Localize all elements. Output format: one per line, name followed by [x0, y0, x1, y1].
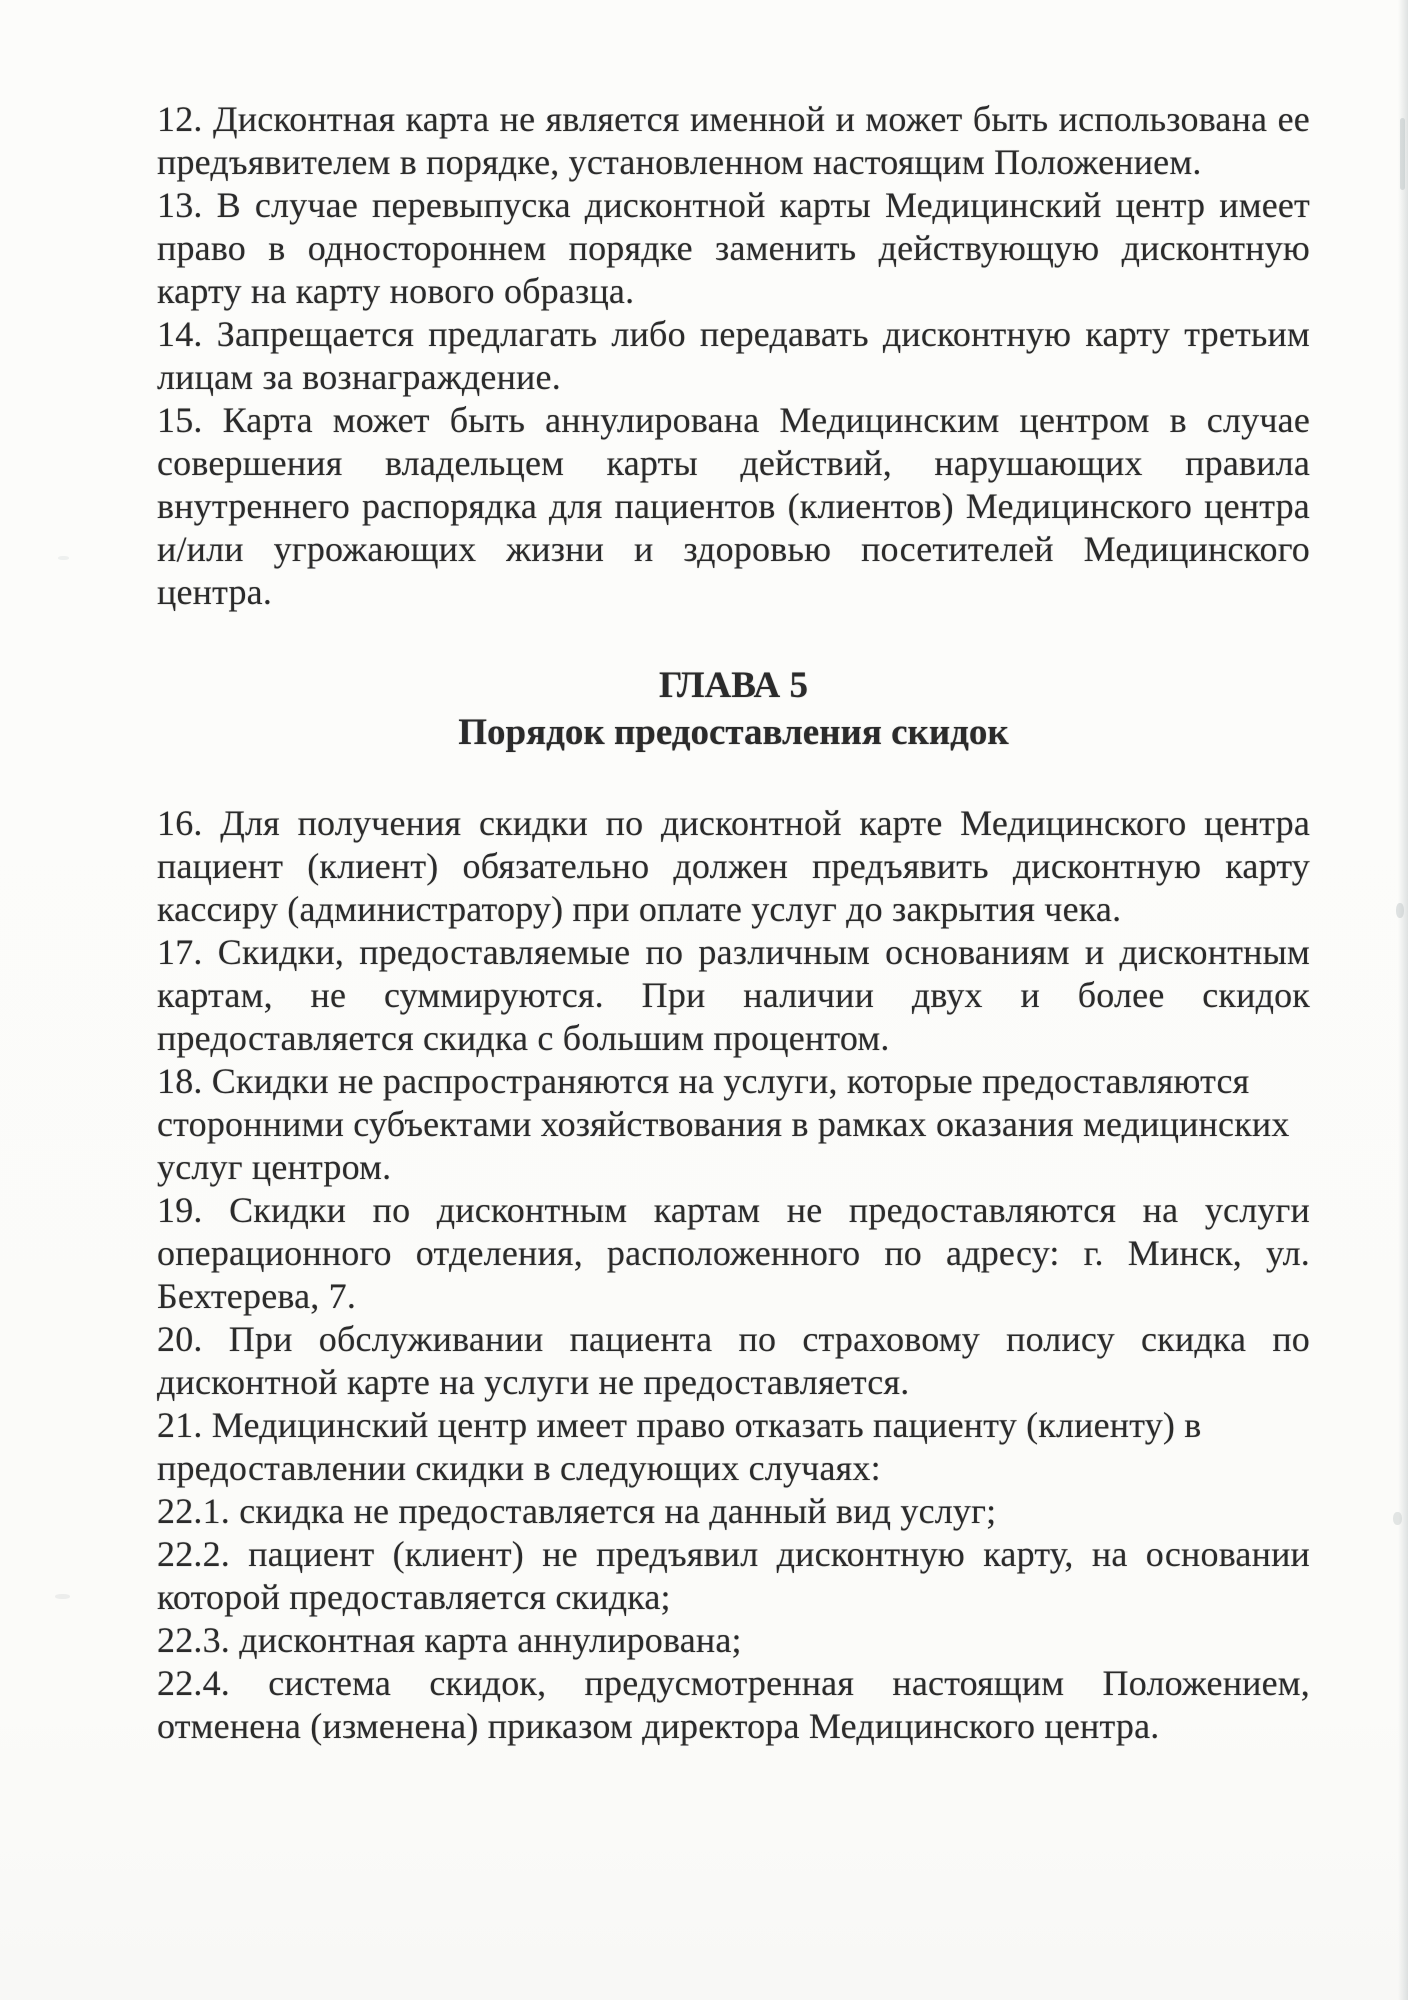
text-line: картам, не суммируются. При наличии двух и более скидок: [157, 975, 1310, 1015]
scan-artifact: [1396, 903, 1404, 918]
paragraph-22-3: [157, 1619, 1310, 1662]
text-line: совершения владельцем карты действий, нарушающих правила: [157, 443, 1310, 483]
text-line: 14. Запрещается предлагать либо передавать дисконтную карту третьим: [157, 314, 1310, 354]
text-line: 17. Скидки, предоставляемые по различным основаниям и дисконтным: [157, 932, 1310, 972]
paragraph-16: [157, 802, 1310, 931]
paragraph-19: [157, 1189, 1310, 1318]
chapter-title: Порядок предоставления скидок: [458, 712, 1009, 753]
paragraph-21: [157, 1404, 1310, 1490]
scan-artifact: [55, 1594, 70, 1599]
text-line: 13. В случае перевыпуска дисконтной карты Медицинский центр имеет: [157, 185, 1310, 225]
scan-artifact: [1393, 1512, 1402, 1525]
text-line: услуг центром.: [157, 1147, 392, 1187]
text-line: сторонними субъектами хозяйствования в рамках оказания медицинских: [157, 1104, 1290, 1144]
text-line: лицам за вознаграждение.: [157, 357, 561, 397]
text-line: центра.: [157, 572, 273, 612]
paragraph-17: [157, 931, 1310, 1060]
text-line: которой предоставляется скидка;: [157, 1577, 671, 1617]
paragraph-15: [157, 399, 1310, 614]
text-line: 16. Для получения скидки по дисконтной карте Медицинского центра: [157, 803, 1310, 843]
text-line: внутреннего распорядка для пациентов (клиентов) Медицинского центра: [157, 486, 1310, 526]
text-line: дисконтной карте на услуги не предоставляется.: [157, 1362, 910, 1402]
chapter-heading: [157, 662, 1310, 756]
text-line: карту на карту нового образца.: [157, 271, 635, 311]
text-line: 12. Дисконтная карта не является именной и может быть использована ее: [157, 99, 1310, 139]
text-line: кассиру (администратору) при оплате услуг до закрытия чека.: [157, 889, 1122, 929]
text-line: и/или угрожающих жизни и здоровью посетителей Медицинского: [157, 529, 1310, 569]
text-line: Бехтерева, 7.: [157, 1276, 357, 1316]
paragraph-18: [157, 1060, 1310, 1189]
paragraph-14: [157, 313, 1310, 399]
text-line: предоставлении скидки в следующих случаях:: [157, 1448, 881, 1488]
text-line: операционного отделения, расположенного по адресу: г. Минск, ул.: [157, 1233, 1310, 1273]
text-line: пациент (клиент) обязательно должен предъявить дисконтную карту: [157, 846, 1310, 886]
paragraph-12: [157, 98, 1310, 184]
text-line: отменена (изменена) приказом директора Медицинского центра.: [157, 1706, 1160, 1746]
text-line: предъявителем в порядке, установленном настоящим Положением.: [157, 142, 1202, 182]
scan-artifact: [58, 556, 69, 560]
text-line: право в одностороннем порядке заменить действующую дисконтную: [157, 228, 1310, 268]
paragraph-20: [157, 1318, 1310, 1404]
paragraph-22-2: [157, 1533, 1310, 1619]
text-line: предоставляется скидка с большим процентом.: [157, 1018, 890, 1058]
paragraph-13: [157, 184, 1310, 313]
text-line: 15. Карта может быть аннулирована Медицинским центром в случае: [157, 400, 1310, 440]
text-line: 20. При обслуживании пациента по страховому полису скидка по: [157, 1319, 1310, 1359]
paragraph-22-1: [157, 1490, 1310, 1533]
text-line: 22.2. пациент (клиент) не предъявил дисконтную карту, на основании: [157, 1534, 1310, 1574]
scan-artifact: [1400, 118, 1405, 190]
text-line: 22.3. дисконтная карта аннулирована;: [157, 1620, 742, 1660]
text-line: 22.1. скидка не предоставляется на данный вид услуг;: [157, 1491, 997, 1531]
text-column: [157, 98, 1310, 1748]
text-line: 19. Скидки по дисконтным картам не предоставляются на услуги: [157, 1190, 1310, 1230]
paragraph-22-4: [157, 1662, 1310, 1748]
text-line: 18. Скидки не распространяются на услуги, которые предоставляются: [157, 1061, 1250, 1101]
page-edge-shadow: [1398, 0, 1408, 2000]
text-line: 22.4. система скидок, предусмотренная настоящим Положением,: [157, 1663, 1310, 1703]
text-line: 21. Медицинский центр имеет право отказать пациенту (клиенту) в: [157, 1405, 1202, 1445]
chapter-number: ГЛАВА 5: [658, 665, 809, 706]
